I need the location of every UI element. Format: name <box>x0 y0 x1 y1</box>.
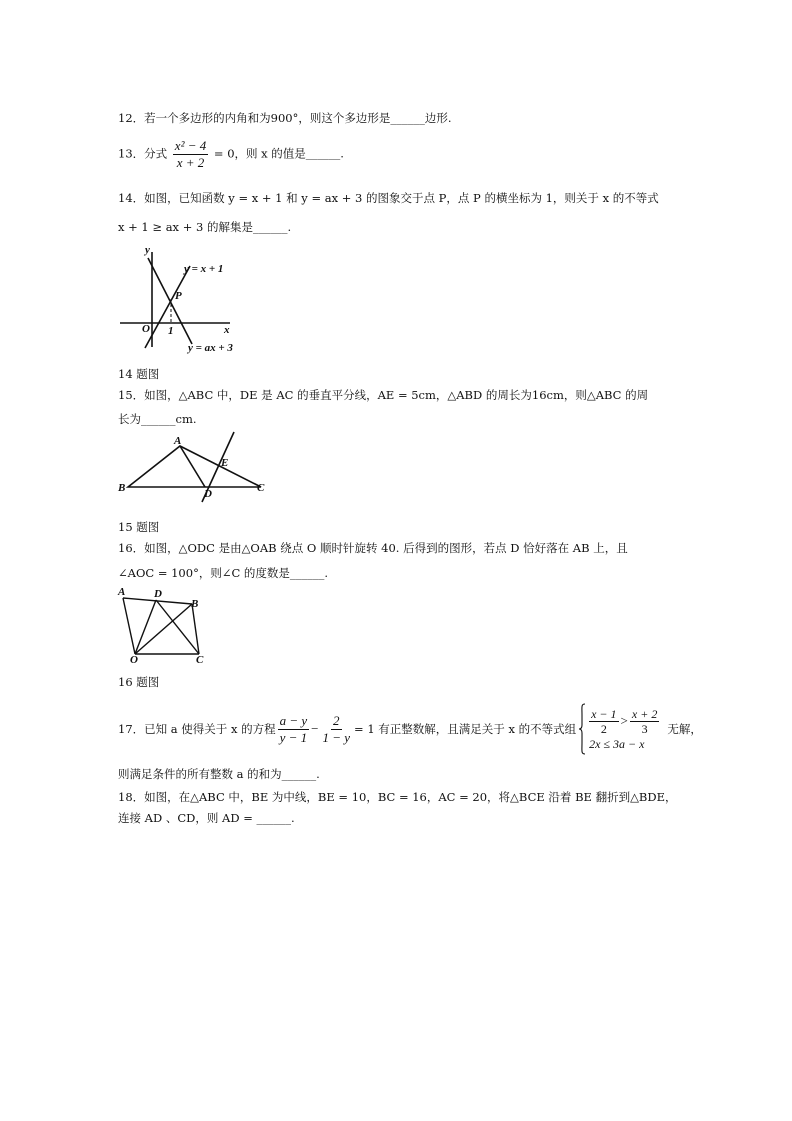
fraction-numerator: a − y <box>279 712 308 728</box>
figure-14-graph <box>118 244 258 359</box>
fraction <box>173 138 208 171</box>
fraction-1 <box>278 713 310 746</box>
vertex-c-label: C <box>196 654 204 666</box>
x-axis-label: x <box>224 324 230 336</box>
vertex-a-label: A <box>174 435 182 447</box>
question-number: 16． <box>118 541 145 555</box>
figure-15-caption: 15 题图 <box>118 520 160 534</box>
point-p-label: P <box>175 290 182 302</box>
question-text: ∠AOC = 100°，则∠C 的度数是______. <box>118 566 329 580</box>
line-label-y-eq-x-plus-1: y = x + 1 <box>184 263 224 275</box>
point-d-label: D <box>204 488 212 500</box>
question-text: 如图，△ABC 中，DE 是 AC 的垂直平分线，AE = 5cm，△ABD 的周长为16cm，则△ABC 的周 <box>144 388 649 402</box>
question-14-line-2 <box>118 219 291 235</box>
origin-label: O <box>142 323 150 335</box>
inequality-row-2: 2x ≤ 3a − x <box>589 736 645 751</box>
question-17-line-2 <box>118 766 320 782</box>
question-text: 连接 AD 、CD，则 AD = ______. <box>118 811 295 825</box>
fraction-denominator: y − 1 <box>279 729 308 745</box>
left-brace <box>578 703 586 755</box>
question-18-line-2 <box>118 810 295 826</box>
vertex-c-label: C <box>257 482 265 494</box>
question-text: 长为______cm. <box>118 412 197 426</box>
figure-15-triangle <box>118 430 278 510</box>
question-17-line-1 <box>118 703 702 755</box>
question-13 <box>118 138 344 171</box>
fraction-denominator: x + 2 <box>176 155 205 170</box>
question-text: 如图，△ODC 是由△OAB 绕点 O 顺时针旋转 40. 后得到的图形，若点 D 恰好落在 AB 上，且 <box>144 541 628 555</box>
figure-16-rotation <box>118 588 218 668</box>
question-text: 如图，已知函数 y = x + 1 和 y = ax + 3 的图象交于点 P，点 P 的横坐标为 1，则关于 x 的不等式 <box>144 191 659 205</box>
fraction-numerator: x + 2 <box>631 706 658 721</box>
question-number: 14． <box>118 191 145 205</box>
question-18-line-1 <box>118 789 677 805</box>
question-12 <box>118 110 452 126</box>
segment-ob <box>135 604 192 654</box>
question-text: 则满足条件的所有整数 a 的和为______. <box>118 767 320 781</box>
fraction <box>589 707 618 736</box>
vertex-o-label: O <box>130 654 138 666</box>
question-number: 12． <box>118 111 145 125</box>
question-text-pre: 分式 <box>144 146 168 161</box>
question-number: 15． <box>118 388 145 402</box>
segment-od <box>135 600 156 654</box>
inequality-row-1 <box>587 707 661 736</box>
line-label-y-eq-ax-plus-3: y = ax + 3 <box>188 342 233 354</box>
figure-16-caption: 16 题图 <box>118 675 160 689</box>
fraction-denominator: 1 − y <box>322 729 351 745</box>
question-text-mid: = 1 有正整数解，且满足关于 x 的不等式组 <box>354 722 577 736</box>
segment-ao <box>123 598 135 654</box>
figure-14-caption: 14 题图 <box>118 367 160 381</box>
question-number: 13． <box>118 146 145 161</box>
question-text-post: = 0，则 x 的值是______. <box>213 146 344 161</box>
fraction-denominator: 3 <box>641 721 648 736</box>
minus-sign: − <box>311 721 319 736</box>
point-d-label: D <box>154 588 162 600</box>
question-text: 如图，在△ABC 中，BE 为中线，BE = 10，BC = 16，AC = 20，将△BCE 沿着 BE 翻折到△BDE， <box>144 790 677 804</box>
fraction-2 <box>321 713 353 746</box>
inequality-rows <box>587 707 661 752</box>
question-16-line-1 <box>118 540 628 556</box>
vertex-b-label: B <box>118 482 126 494</box>
triangle-abc <box>128 446 261 487</box>
y-axis-label: y <box>145 244 150 256</box>
vertex-a-label: A <box>118 586 126 598</box>
question-number: 18． <box>118 790 145 804</box>
fraction <box>630 707 659 736</box>
fraction-numerator: 2 <box>333 712 340 728</box>
question-15-line-1 <box>118 387 648 403</box>
question-text: x + 1 ≥ ax + 3 的解集是______. <box>118 220 292 234</box>
fraction-numerator: x² − 4 <box>174 138 207 153</box>
vertex-b-label: B <box>191 598 199 610</box>
greater-than-sign: > <box>620 713 628 728</box>
question-text-post: 无解， <box>667 722 702 736</box>
fraction-numerator: x − 1 <box>591 706 617 721</box>
question-14-line-1 <box>118 190 659 206</box>
question-15-line-2 <box>118 411 197 427</box>
inequality-system <box>578 703 661 755</box>
question-number: 17． <box>118 722 145 736</box>
question-text-pre: 已知 a 使得关于 x 的方程 <box>144 722 276 736</box>
question-16-line-2 <box>118 565 328 581</box>
fraction-denominator: 2 <box>600 721 607 736</box>
question-text: 若一个多边形的内角和为900°，则这个多边形是______边形. <box>144 111 452 125</box>
tick-1-label: 1 <box>168 325 174 337</box>
point-e-label: E <box>221 457 229 469</box>
